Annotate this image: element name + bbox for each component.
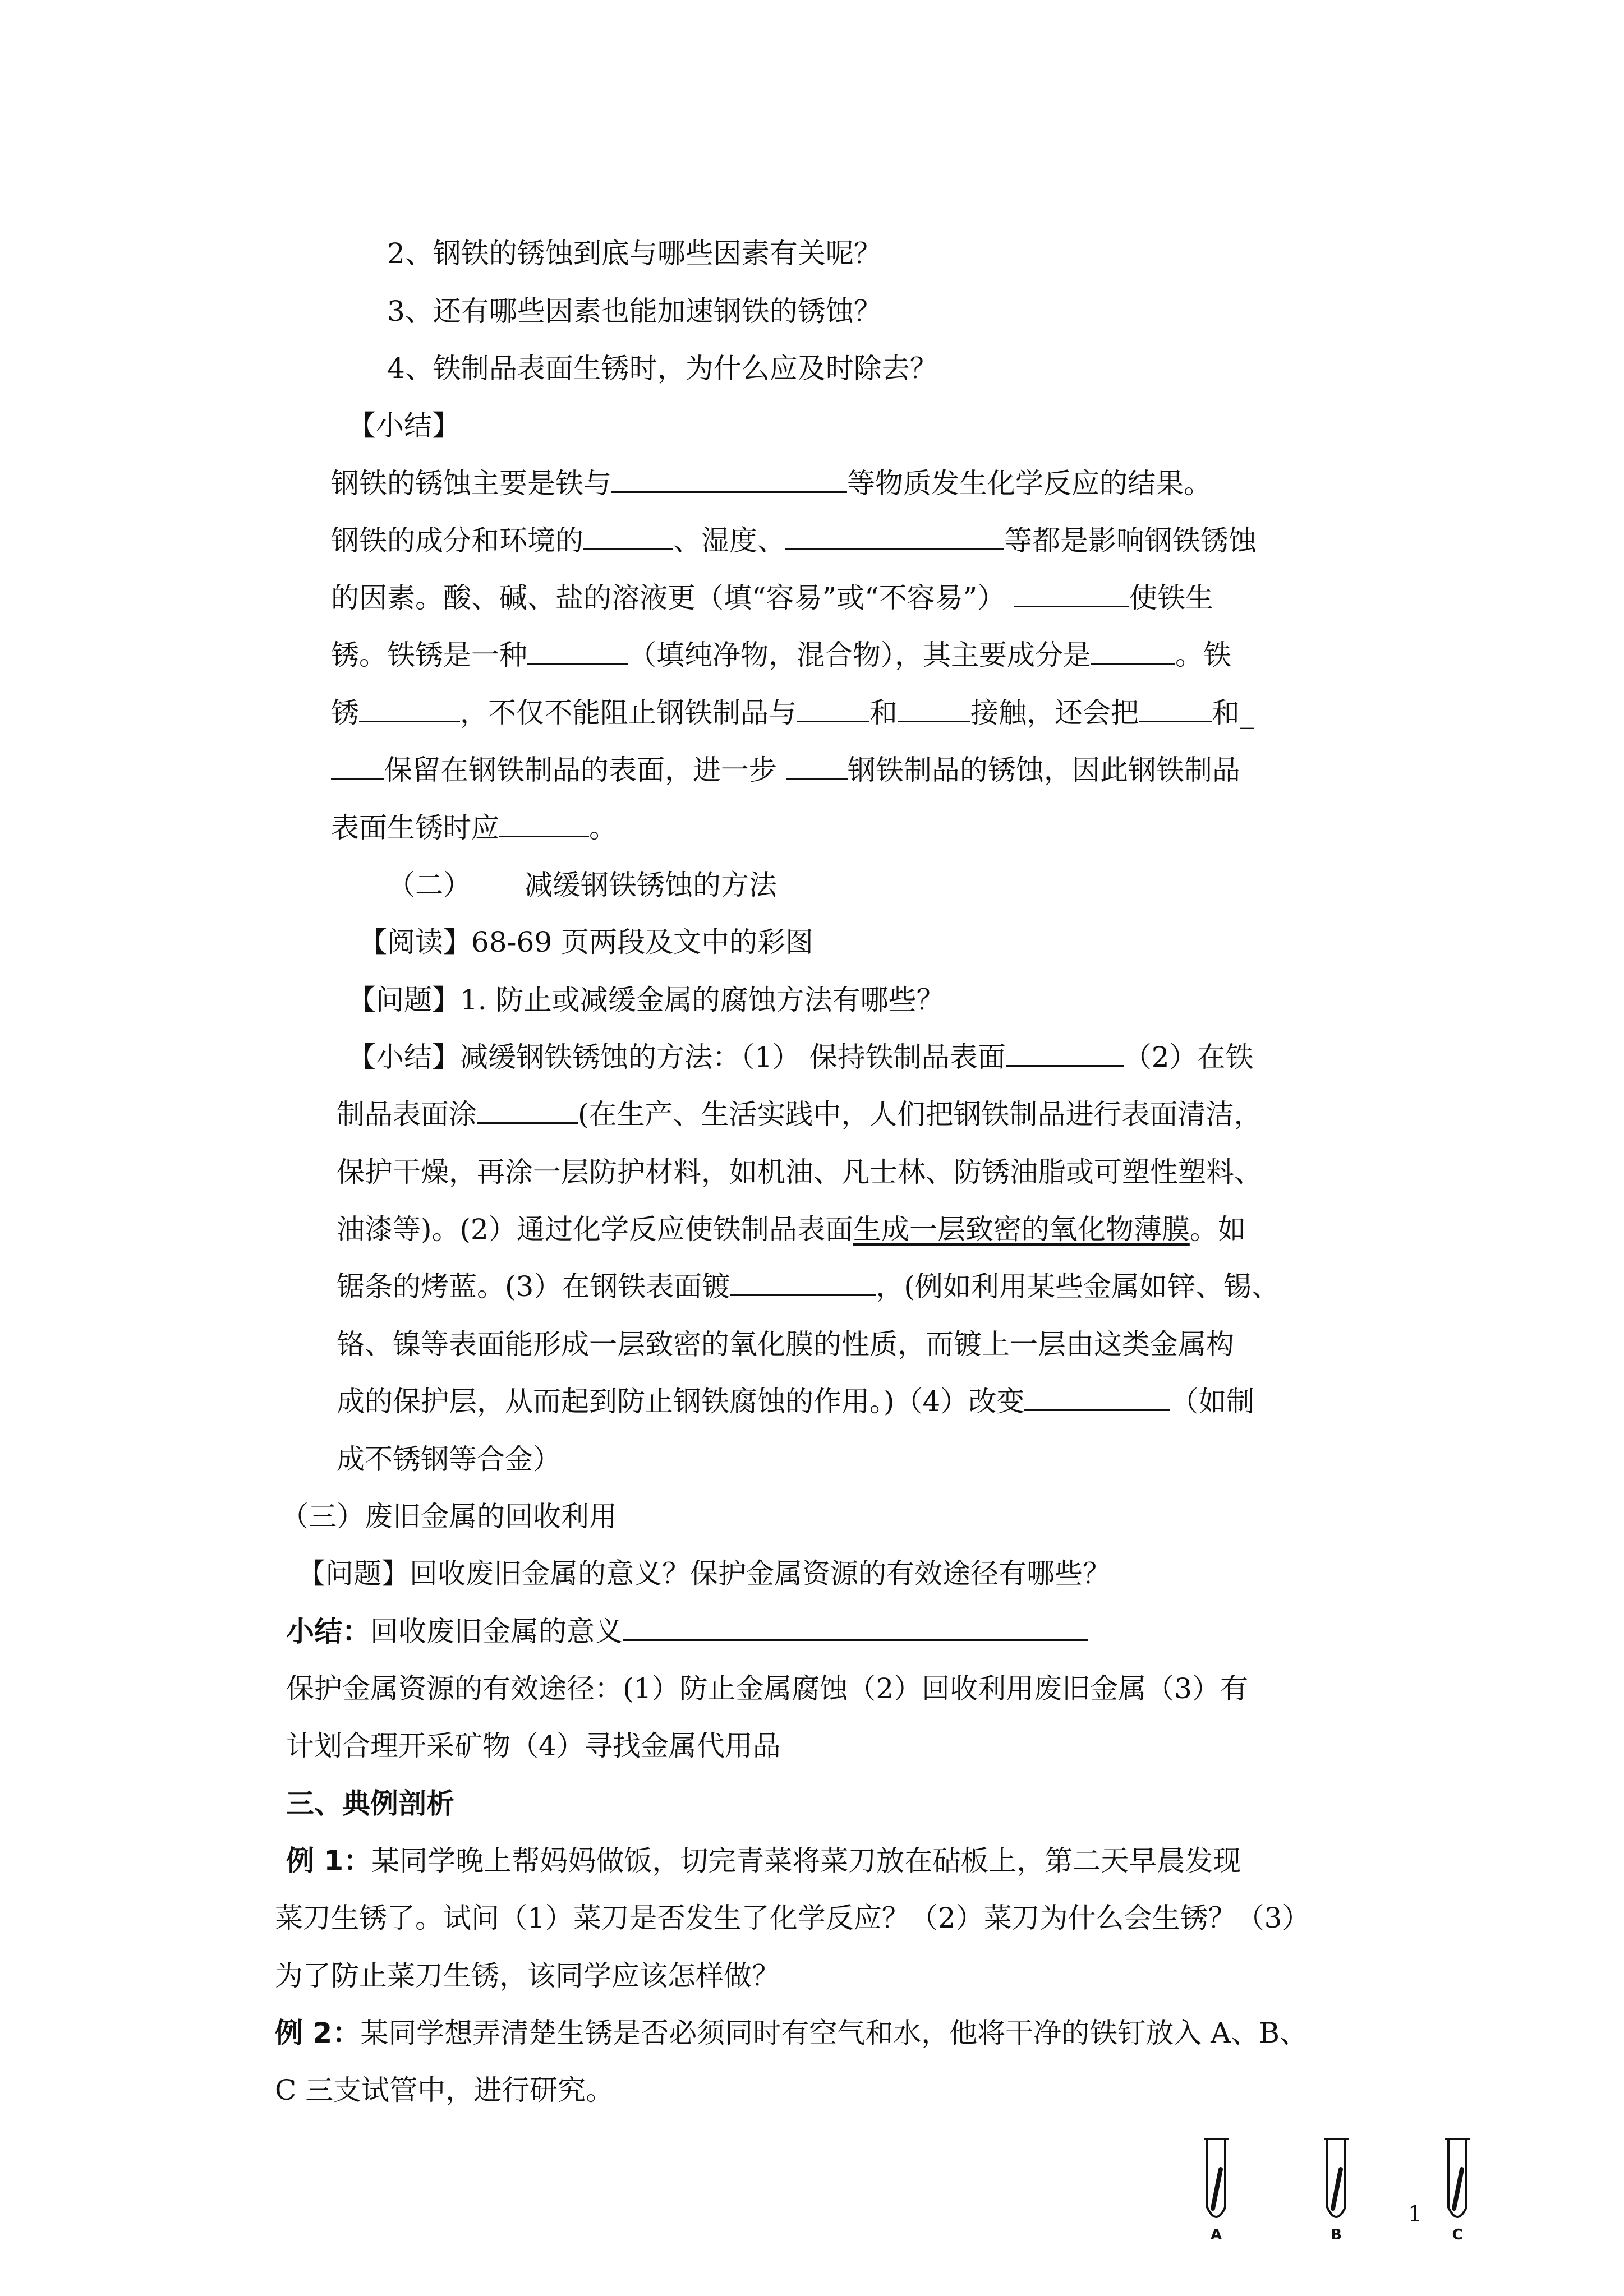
fill-blank[interactable]: [359, 695, 460, 722]
question-3: 3、还有哪些因素也能加速钢铁的锈蚀？: [387, 295, 882, 328]
fill-blank[interactable]: [786, 752, 848, 780]
resource-ways-1: 保护金属资源的有效途径：(1）防止金属腐蚀（2）回收利用废旧金属（3）有: [286, 1672, 1248, 1705]
example-2-line-2: C 三支试管中，进行研究。: [275, 2074, 614, 2106]
fill-blank[interactable]: [730, 1269, 876, 1296]
fill-blank[interactable]: [1091, 637, 1175, 665]
summary-line-7: 表面生锈时应 。: [331, 809, 617, 847]
fill-blank[interactable]: [797, 695, 869, 722]
test-tube-c: [1441, 2136, 1474, 2231]
question-2: 2、钢铁的锈蚀到底与哪些因素有关呢？: [387, 237, 882, 270]
example-2-line-1: 例 2：某同学想弄清楚生锈是否必须同时有空气和水，他将干净的铁钉放入 A、B、: [275, 2017, 1308, 2049]
section-2-question: 【问题】1. 防止或减缓金属的腐蚀方法有哪些？: [348, 984, 945, 1016]
resource-ways-2: 计划合理开采矿物（4）寻找金属代用品: [286, 1730, 781, 1762]
section-2-summary-2: 制品表面涂 (在生产、生活实践中，人们把钢铁制品进行表面清洁，: [337, 1095, 1262, 1133]
part-3-heading: 三、典例剖析: [286, 1787, 454, 1820]
section-3-summary: 小结：回收废旧金属的意义: [286, 1612, 1088, 1650]
summary-line-5: 锈 ，不仅不能阻止钢铁制品与 和 接触，还会把 和_: [331, 694, 1254, 732]
summary-line-2: 钢铁的成分和环境的 、湿度、 等都是影响钢铁锈蚀: [331, 522, 1257, 560]
fill-blank[interactable]: [898, 695, 970, 722]
summary-line-1: 钢铁的锈蚀主要是铁与 等物质发生化学反应的结果。: [331, 464, 1212, 502]
fill-blank[interactable]: [1024, 1384, 1170, 1411]
fill-blank[interactable]: [583, 523, 673, 550]
iron-nail: [1454, 2169, 1462, 2209]
section-2-summary-1: 【小结】减缓钢铁锈蚀的方法：（1） 保持铁制品表面 （2）在铁: [348, 1038, 1254, 1076]
section-2-summary-6: 铬、镍等表面能形成一层致密的氧化膜的性质，而镀上一层由这类金属构: [337, 1328, 1234, 1361]
fill-blank[interactable]: [331, 752, 384, 780]
fill-blank[interactable]: [1014, 580, 1129, 607]
summary-line-4: 锈。铁锈是一种 （填纯净物，混合物），其主要成分是 。铁: [331, 636, 1231, 674]
tube-label-a: A: [1210, 2226, 1222, 2243]
iron-nail: [1333, 2169, 1341, 2209]
reading-note: 【阅读】68-69 页两段及文中的彩图: [359, 926, 814, 958]
fill-blank[interactable]: [785, 523, 1004, 550]
section-2-heading: （二） 减缓钢铁锈蚀的方法: [387, 869, 777, 901]
section-3-heading: （三）废旧金属的回收利用: [280, 1500, 617, 1533]
question-4: 4、铁制品表面生锈时，为什么应及时除去？: [387, 352, 938, 385]
summary-line-6: 保留在钢铁制品的表面，进一步 钢铁制品的锈蚀，因此钢铁制品: [331, 751, 1240, 789]
iron-nail: [1213, 2169, 1221, 2209]
fill-blank[interactable]: [1139, 695, 1212, 722]
fill-blank[interactable]: [527, 637, 628, 665]
section-2-summary-7: 成的保护层，从而起到防止钢铁腐蚀的作用。)（4）改变 （如制: [337, 1382, 1254, 1421]
fill-blank[interactable]: [1006, 1039, 1124, 1067]
example-1-line-1: 例 1：某同学晚上帮妈妈做饭，切完青菜将菜刀放在砧板上，第二天早晨发现: [286, 1845, 1241, 1877]
section-3-question: 【问题】回收废旧金属的意义？保护金属资源的有效途径有哪些？: [297, 1557, 1111, 1590]
section-2-summary-8: 成不锈钢等合金）: [337, 1443, 561, 1476]
fill-blank[interactable]: [499, 810, 589, 837]
fill-blank[interactable]: [623, 1613, 1088, 1641]
section-2-summary-3: 保护干燥，再涂一层防护材料，如机油、凡士林、防锈油脂或可塑性塑料、: [337, 1156, 1262, 1188]
fill-blank[interactable]: [611, 465, 847, 493]
fill-blank[interactable]: [477, 1096, 578, 1124]
example-1-line-3: 为了防止菜刀生锈，该同学应该怎样做？: [275, 1960, 780, 1992]
summary-line-3: 的因素。酸、碱、盐的溶液更（填“容易”或“不容易”） 使铁生: [331, 579, 1213, 617]
section-2-summary-4: 油漆等)。(2）通过化学反应使铁制品表面生成一层致密的氧化物薄膜。如: [337, 1213, 1246, 1246]
tube-label-b: B: [1331, 2226, 1342, 2243]
page-number: 1: [1408, 2201, 1423, 2227]
example-1-line-2: 菜刀生锈了。试问（1）菜刀是否发生了化学反应？（2）菜刀为什么会生锈？（3）: [275, 1902, 1310, 1934]
tube-label-c: C: [1452, 2226, 1463, 2243]
section-2-summary-5: 锯条的烤蓝。(3）在钢铁表面镀 ，(例如利用某些金属如锌、锡、: [337, 1267, 1280, 1306]
summary-heading: 【小结】: [348, 409, 460, 442]
test-tube-b: [1319, 2136, 1353, 2231]
test-tube-a: [1199, 2136, 1233, 2231]
